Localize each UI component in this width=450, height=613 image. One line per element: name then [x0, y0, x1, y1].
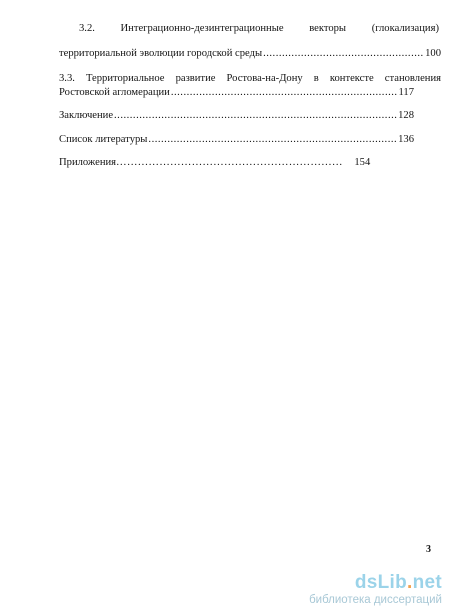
- watermark: [309, 573, 442, 607]
- watermark-tagline: библиотека диссертаций: [309, 594, 442, 606]
- toc-item-3-2-line2: [59, 47, 441, 60]
- toc-appendices: [59, 156, 370, 169]
- toc-item-3-2-word3: (глокализация): [371, 23, 439, 34]
- toc-bibliography-page: 136: [398, 134, 414, 145]
- dot-leader: [114, 109, 397, 122]
- toc-item-3-3-page: 117: [398, 87, 414, 98]
- watermark-logo-tld: net: [412, 572, 442, 593]
- dot-leader: [263, 47, 424, 60]
- toc-item-3-2-number: 3.2.: [79, 23, 95, 34]
- toc-conclusion-label: Заключение: [59, 110, 114, 121]
- toc-item-3-2-word2: векторы: [309, 23, 347, 34]
- dot-leader: [171, 86, 398, 99]
- dot-leader: [148, 133, 397, 146]
- toc-item-3-2-title-cont: территориальной эволюции городской среды: [59, 48, 263, 59]
- toc-conclusion: [59, 109, 414, 122]
- toc-appendices-leader: ………………………………………………………: [116, 157, 343, 168]
- watermark-logo: [309, 573, 442, 593]
- toc-item-3-2-line1: [79, 22, 439, 35]
- watermark-logo-main: dsLib: [354, 572, 407, 593]
- toc-bibliography-label: Список литературы: [59, 134, 148, 145]
- toc-bibliography: [59, 133, 414, 146]
- toc-item-3-3-title-cont: Ростовской агломерации: [59, 87, 170, 98]
- toc-conclusion-page: 128: [398, 110, 414, 121]
- watermark-logo-dot: .: [407, 572, 413, 593]
- page-number: 3: [426, 544, 431, 555]
- toc-appendices-page: 154: [354, 157, 371, 168]
- toc-item-3-3-line1: 3.3. Территориальное развитие Ростова-на-Дону в контексте становления: [59, 73, 441, 84]
- toc-item-3-2-word1: Интеграционно-дезинтеграционные: [120, 23, 284, 34]
- toc-item-3-2-page: 100: [425, 48, 441, 59]
- toc-appendices-label: Приложения: [59, 157, 117, 168]
- toc-item-3-3-line2: [59, 86, 414, 99]
